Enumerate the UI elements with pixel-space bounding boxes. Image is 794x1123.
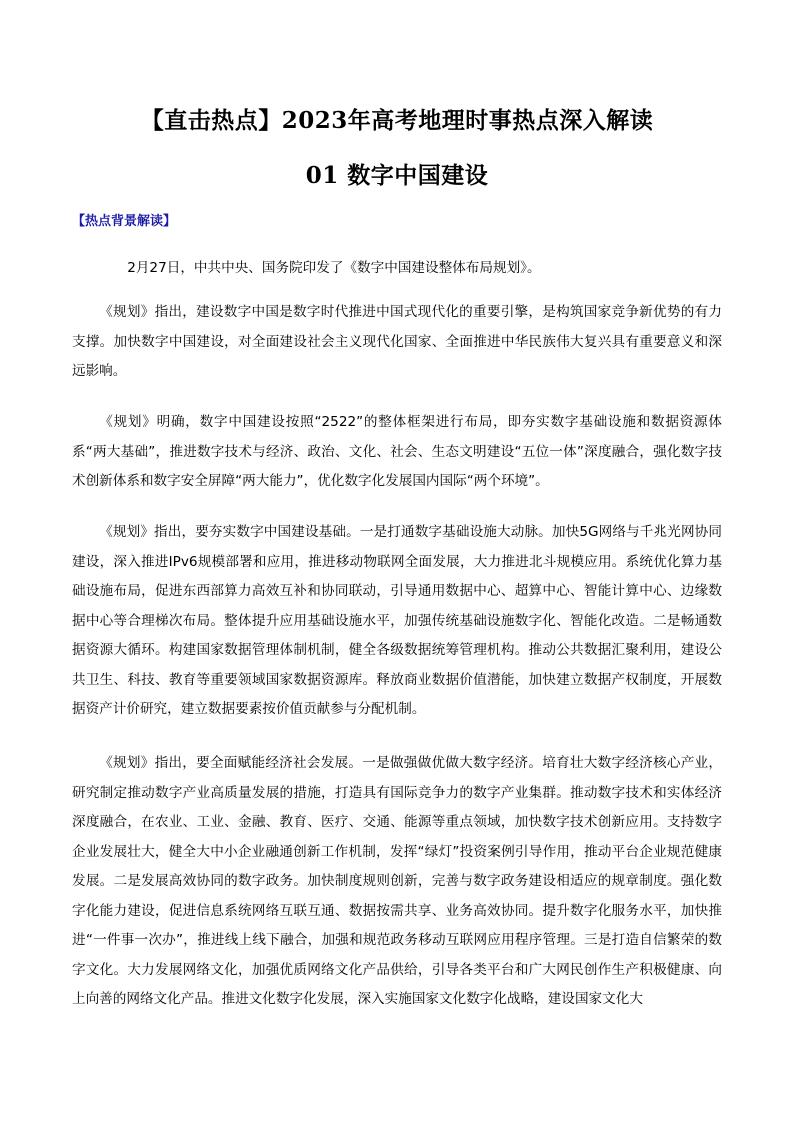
paragraph-3: 《规划》明确，数字中国建设按照“2522”的整体框架进行布局，即夯实数字基础设施和数据资源体系“两大基础”，推进数字技术与经济、政治、文化、社会、生态文明建设“五位一体”深度融合，强化数字技术创新体系和数字安全屏障“两大能力”，优化数字化发展国内国际“两个环境”。 [72,414,722,489]
paragraph-4: 《规划》指出，要夯实数字中国建设基础。一是打通数字基础设施大动脉。加快5G网络与千兆光网协同建设，深入推进IPv6规模部署和应用，推进移动物联网全面发展，大力推进北斗规模应用。系统优化算力基础设施布局，促进东西部算力高效互补和协同联动，引导通用数据中心、超算中心、智能计算中心、边缘数据中心等合理梯次布局。整体提升应用基础设施水平，加强传统基础设施数字化、智能化改造。二是畅通数据资源大循环。构建国家数据管理体制机制，健全各级数据统筹管理机构。推动公共数据汇聚利用，建设公共卫生、科技、教育等重要领域国家数据资源库。释放商业数据价值潜能，加快建立数据产权制度，开展数据资产计价研究，建立数据要素按价值贡献参与分配机制。 [72,524,722,717]
paragraph-2: 《规划》指出，建设数字中国是数字时代推进中国式现代化的重要引擎，是构筑国家竞争新优势的有力支撑。加快数字中国建设，对全面建设社会主义现代化国家、全面推进中华民族伟大复兴具有重要意义和深远影响。 [72,304,722,379]
paragraph-1: 2月27日，中共中央、国务院印发了《数字中国建设整体布局规划》。 [127,260,541,276]
section-label: 【热点背景解读】 [72,214,177,229]
page-subtitle: 01 数字中国建设 [305,162,489,189]
paragraph-5: 《规划》指出，要全面赋能经济社会发展。一是做强做优做大数字经济。培育壮大数字经济核心产业，研究制定推动数字产业高质量发展的措施，打造具有国际竞争力的数字产业集群。推动数字技术和实体经济深度融合，在农业、工业、金融、教育、医疗、交通、能源等重点领域，加快数字技术创新应用。支持数字企业发展壮大，健全大中小企业融通创新工作机制，发挥“绿灯”投资案例引导作用，推动平台企业规范健康发展。二是发展高效协同的数字政务。加快制度规则创新，完善与数字政务建设相适应的规章制度。强化数字化能力建设，促进信息系统网络互联互通、数据按需共享、业务高效协同。提升数字化服务水平，加快推进“一件事一次办”，推进线上线下融合，加强和规范政务移动互联网应用程序管理。三是打造自信繁荣的数字文化。大力发展网络文化，加强优质网络文化产品供给，引导各类平台和广大网民创作生产积极健康、向上向善的网络文化产品。推进文化数字化发展，深入实施国家文化数字化战略，建设国家文化大 [72,755,722,1007]
page-title: 【直击热点】2023年高考地理时事热点深入解读 [140,107,654,134]
